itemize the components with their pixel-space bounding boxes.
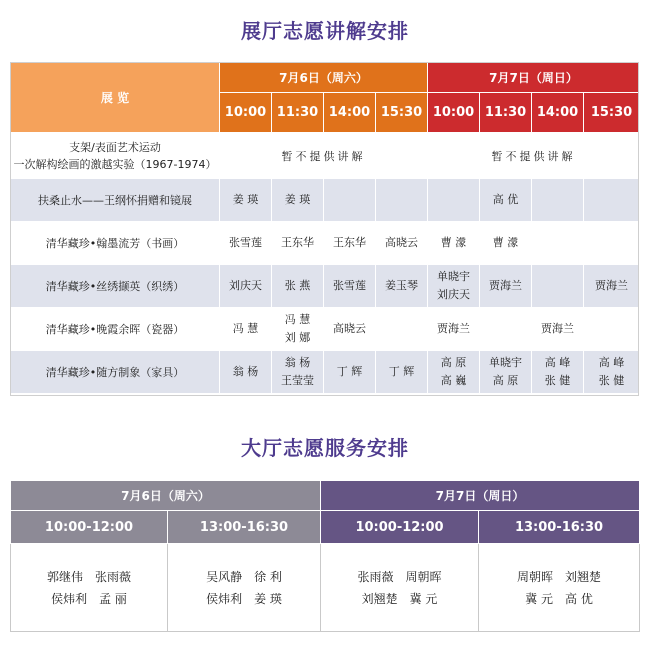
no-guide-note: 暂不提供讲解 <box>220 133 428 179</box>
exhibit-name <box>11 351 220 394</box>
guide-volunteer-name: 刘庆天 <box>437 288 471 301</box>
saturday-header: 7月6日（周六） <box>220 63 428 93</box>
service-people-line: 吴风静 徐 利 <box>206 569 282 584</box>
guide-assignment-cell <box>428 222 480 265</box>
guide-assignment-cell <box>480 308 532 351</box>
sunday-header: 7月7日（周日） <box>428 63 640 93</box>
guide-assignment-cell <box>220 222 272 265</box>
exhibit-line: 清华藏珍•翰墨流芳（书画） <box>45 236 185 250</box>
guide-assignment-cell <box>532 265 584 308</box>
time-header: 11:30 <box>272 93 324 133</box>
guide-volunteer-name: 张雪莲 <box>333 279 366 292</box>
guide-assignment-cell <box>272 308 324 351</box>
guide-assignment-cell <box>376 308 428 351</box>
guide-assignment-cell <box>324 265 376 308</box>
guide-assignment-cell <box>220 265 272 308</box>
guide-volunteer-name: 丁 辉 <box>336 365 363 378</box>
guide-volunteer-name: 王莹莹 <box>281 374 314 387</box>
guide-volunteer-name: 姜 瑛 <box>232 193 259 206</box>
guide-volunteer-name: 刘 娜 <box>284 331 311 344</box>
service-saturday-header: 7月6日（周六） <box>11 481 321 511</box>
guide-volunteer-name: 张 燕 <box>284 279 311 292</box>
guide-schedule-title: 展厅志愿讲解安排 <box>241 19 409 43</box>
guide-assignment-cell <box>584 222 640 265</box>
service-people-line: 侯炜利 孟 丽 <box>51 591 127 606</box>
service-people-cell <box>168 544 321 632</box>
guide-assignment-cell <box>480 351 532 394</box>
exhibit-line: 一次解构绘画的激越实验（1967-1974） <box>13 157 217 171</box>
guide-volunteer-name: 翁 杨 <box>232 365 259 378</box>
time-header: 14:00 <box>532 93 584 133</box>
guide-assignment-cell <box>272 265 324 308</box>
guide-assignment-cell <box>324 179 376 222</box>
service-people-cell <box>321 544 479 632</box>
service-people-line: 侯炜利 姜 瑛 <box>206 591 282 606</box>
guide-assignment-cell <box>376 351 428 394</box>
guide-assignment-cell <box>376 222 428 265</box>
exhibit-line: 清华藏珍•晚霞余晖（瓷器） <box>45 322 185 336</box>
service-people-line: 周朝晖 刘翘楚 <box>517 569 602 584</box>
guide-volunteer-name: 高 原 <box>440 356 467 369</box>
exhibit-line: 清华藏珍•随方制象（家具） <box>45 365 185 379</box>
time-header: 10:00 <box>428 93 480 133</box>
guide-assignment-cell <box>272 351 324 394</box>
guide-volunteer-name: 单晓宇 <box>437 270 471 283</box>
guide-assignment-cell <box>428 351 480 394</box>
guide-volunteer-name: 王东华 <box>333 236 366 249</box>
exhibit-line: 清华藏珍•丝绣撷英（织绣） <box>45 279 185 293</box>
guide-volunteer-name: 刘庆天 <box>229 279 262 292</box>
guide-volunteer-name: 高 峰 <box>598 356 625 369</box>
guide-volunteer-name: 翁 杨 <box>284 356 311 369</box>
guide-assignment-cell <box>532 179 584 222</box>
guide-assignment-cell <box>220 179 272 222</box>
exhibit-name <box>11 308 220 351</box>
guide-volunteer-name: 张 健 <box>598 374 625 387</box>
time-header: 15:30 <box>376 93 428 133</box>
guide-assignment-cell <box>584 308 640 351</box>
guide-volunteer-name: 冯 慧 <box>232 322 259 335</box>
guide-volunteer-name: 冯 慧 <box>284 313 311 326</box>
service-people-line: 张雨薇 周朝晖 <box>357 569 442 584</box>
guide-assignment-cell <box>428 265 480 308</box>
exhibit-line: 支架/表面艺术运动 <box>69 140 161 154</box>
guide-volunteer-name: 张雪莲 <box>229 236 262 249</box>
guide-assignment-cell <box>584 351 640 394</box>
guide-assignment-cell <box>532 308 584 351</box>
time-header: 11:30 <box>480 93 532 133</box>
guide-assignment-cell <box>220 308 272 351</box>
time-header: 10:00 <box>220 93 272 133</box>
service-people-line: 郭继伟 张雨薇 <box>46 569 131 584</box>
guide-assignment-cell <box>272 222 324 265</box>
guide-volunteer-name: 单晓宇 <box>489 356 523 369</box>
guide-volunteer-name: 张 健 <box>544 374 571 387</box>
guide-volunteer-name: 高晓云 <box>333 322 366 335</box>
guide-volunteer-name: 王东华 <box>281 236 314 249</box>
guide-assignment-cell <box>428 179 480 222</box>
guide-volunteer-name: 贾海兰 <box>489 279 523 292</box>
guide-volunteer-name: 姜玉琴 <box>385 279 418 292</box>
service-people-cell <box>11 544 168 632</box>
exhibit-name <box>11 222 220 265</box>
guide-assignment-cell <box>532 351 584 394</box>
guide-volunteer-name: 高晓云 <box>385 236 418 249</box>
guide-volunteer-name: 贾海兰 <box>437 322 471 335</box>
guide-assignment-cell <box>532 222 584 265</box>
guide-volunteer-name: 丁 辉 <box>388 365 415 378</box>
guide-volunteer-name: 曹 濛 <box>440 236 467 249</box>
service-slot-header: 13:00-16:30 <box>168 511 321 544</box>
time-header: 14:00 <box>324 93 376 133</box>
no-guide-note: 暂不提供讲解 <box>428 133 640 179</box>
service-slot-header: 13:00-16:30 <box>479 511 640 544</box>
guide-volunteer-name: 姜 瑛 <box>284 193 311 206</box>
guide-assignment-cell <box>220 351 272 394</box>
guide-assignment-cell <box>324 222 376 265</box>
guide-volunteer-name: 曹 濛 <box>492 236 519 249</box>
guide-assignment-cell <box>480 222 532 265</box>
guide-volunteer-name: 贾海兰 <box>595 279 629 292</box>
guide-assignment-cell <box>428 308 480 351</box>
service-people-cell <box>479 544 640 632</box>
guide-assignment-cell <box>480 265 532 308</box>
service-slot-header: 10:00-12:00 <box>321 511 479 544</box>
service-people-line: 冀 元 高 优 <box>525 591 593 606</box>
guide-schedule-table <box>10 62 640 394</box>
guide-assignment-cell <box>584 265 640 308</box>
service-people-line: 刘翘楚 冀 元 <box>361 591 438 606</box>
service-slot-header: 10:00-12:00 <box>11 511 168 544</box>
exhibit-header: 展 览 <box>11 63 220 133</box>
guide-assignment-cell <box>272 179 324 222</box>
guide-assignment-cell <box>376 265 428 308</box>
guide-volunteer-name: 高 原 <box>492 374 519 387</box>
guide-volunteer-name: 高 巍 <box>440 374 467 387</box>
guide-volunteer-name: 高 峰 <box>544 356 571 369</box>
guide-volunteer-name: 贾海兰 <box>541 322 575 335</box>
exhibit-name <box>11 133 220 179</box>
guide-volunteer-name: 高 优 <box>492 193 519 206</box>
service-schedule-table <box>10 480 640 632</box>
guide-assignment-cell <box>324 308 376 351</box>
exhibit-name <box>11 179 220 222</box>
service-sunday-header: 7月7日（周日） <box>321 481 640 511</box>
service-schedule-title: 大厅志愿服务安排 <box>241 436 409 460</box>
exhibit-name <box>11 265 220 308</box>
exhibit-line: 扶桑止水——王纲怀捐赠和镜展 <box>38 193 192 207</box>
guide-assignment-cell <box>480 179 532 222</box>
guide-assignment-cell <box>376 179 428 222</box>
guide-assignment-cell <box>324 351 376 394</box>
guide-assignment-cell <box>584 179 640 222</box>
time-header: 15:30 <box>584 93 640 133</box>
